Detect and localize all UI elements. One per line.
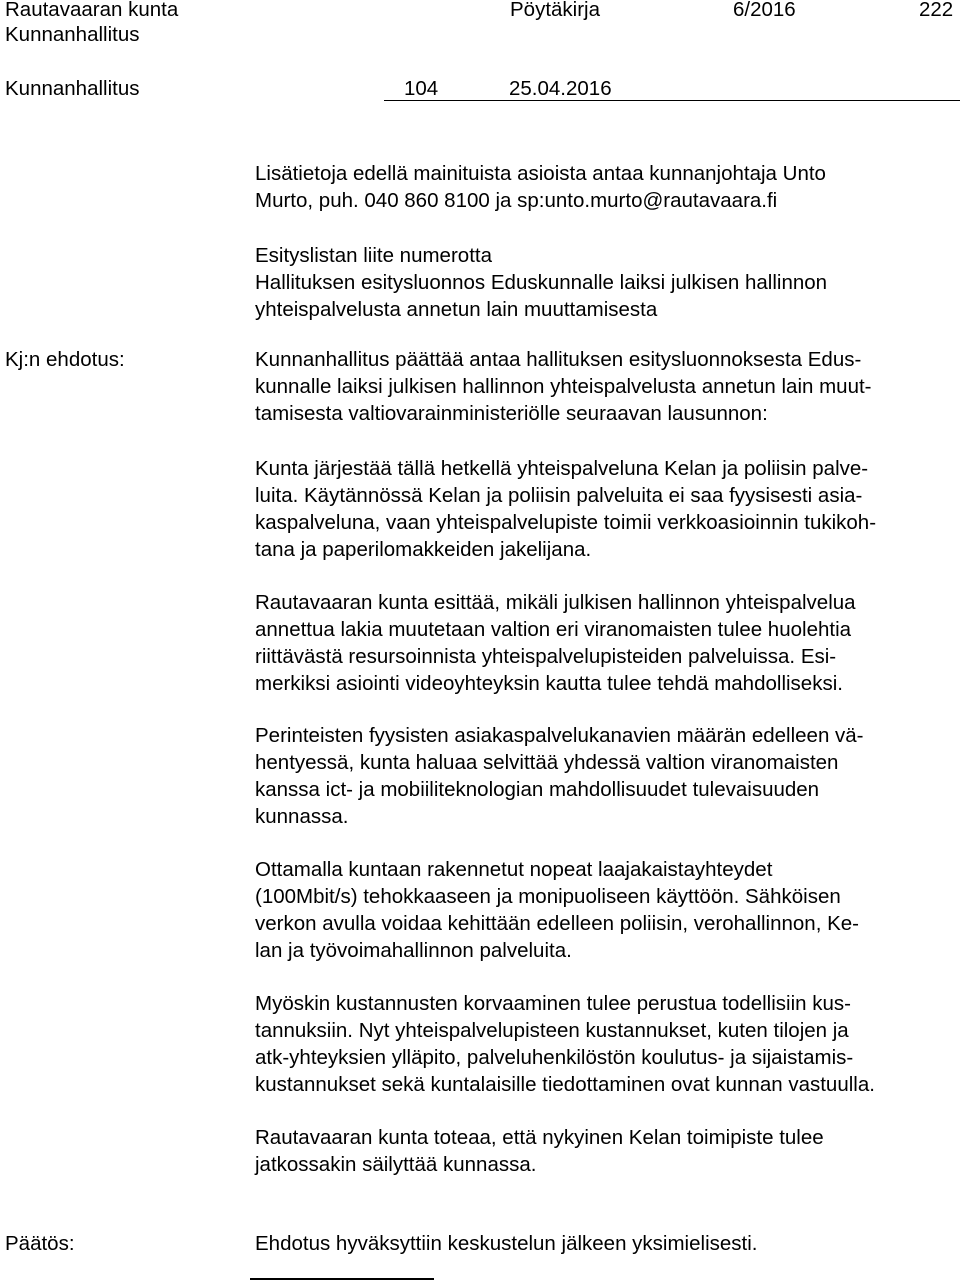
proposal-paragraph bbox=[255, 346, 955, 427]
proposal-paragraph bbox=[255, 455, 955, 563]
municipality-name: Rautavaaran kunta bbox=[5, 0, 179, 21]
paragraph-line: riittävästä resursoinnista yhteispalvelupisteiden palveluissa. Esi- bbox=[255, 645, 837, 668]
signature-rule bbox=[250, 1278, 434, 1280]
paragraph-line: tamisesta valtiovarainministeriölle seuraavan lausunnon: bbox=[255, 402, 768, 425]
paragraph-line: verkon avulla voidaa kehittään edelleen poliisin, verohallinnon, Ke- bbox=[255, 912, 859, 935]
paragraph-line: Ottamalla kuntaan rakennetut nopeat laajakaistayhteydet bbox=[255, 858, 773, 881]
paragraph-line: merkiksi asiointi videoyhteyksin kautta tulee tehdä mahdolliseksi. bbox=[255, 672, 843, 695]
decision-label: Päätös: bbox=[5, 1232, 75, 1255]
meeting-date: 25.04.2016 bbox=[509, 77, 612, 100]
decision-text: Ehdotus hyväksyttiin keskustelun jälkeen yksimielisesti. bbox=[255, 1232, 758, 1255]
issue-number: 6/2016 bbox=[733, 0, 796, 21]
section-underline bbox=[384, 100, 960, 101]
proposal-paragraph bbox=[255, 856, 955, 964]
section-organ: Kunnanhallitus bbox=[5, 77, 140, 100]
proposal-paragraph bbox=[255, 589, 955, 697]
paragraph-line: annettua lakia muutetaan valtion eri viranomaisten tulee huolehtia bbox=[255, 618, 852, 641]
info-line: Murto, puh. 040 860 8100 ja sp:unto.murto@rautavaara.fi bbox=[255, 189, 778, 212]
proposal-paragraph bbox=[255, 990, 955, 1098]
organ-name: Kunnanhallitus bbox=[5, 23, 140, 46]
section-number: 104 bbox=[404, 77, 439, 100]
info-block bbox=[255, 160, 955, 214]
attachment-line: Hallituksen esitysluonnos Eduskunnalle laiksi julkisen hallinnon bbox=[255, 271, 828, 294]
paragraph-line: Kunta järjestää tällä hetkellä yhteispalveluna Kelan ja poliisin palve- bbox=[255, 457, 869, 480]
paragraph-line: kustannukset sekä kuntalaisille tiedottaminen ovat kunnan vastuulla. bbox=[255, 1073, 875, 1096]
info-line: Lisätietoja edellä mainituista asioista antaa kunnanjohtaja Unto bbox=[255, 162, 826, 185]
paragraph-line: Myöskin kustannusten korvaaminen tulee perustua todellisiin kus- bbox=[255, 992, 851, 1015]
paragraph-line: Rautavaaran kunta esittää, mikäli julkisen hallinnon yhteispalvelua bbox=[255, 591, 856, 614]
paragraph-line: jatkossakin säilyttää kunnassa. bbox=[255, 1153, 537, 1176]
paragraph-line: kunnassa. bbox=[255, 805, 349, 828]
paragraph-line: kaspalveluna, vaan yhteispalvelupiste toimii verkkoasioinnin tukikoh- bbox=[255, 511, 877, 534]
paragraph-line: kanssa ict- ja mobiiliteknologian mahdollisuudet tulevaisuuden bbox=[255, 778, 820, 801]
paragraph-line: lan ja työvoimahallinnon palveluita. bbox=[255, 939, 572, 962]
proposal-paragraph bbox=[255, 722, 955, 830]
paragraph-line: atk-yhteyksien ylläpito, palveluhenkilöstön koulutus- ja sijaistamis- bbox=[255, 1046, 854, 1069]
paragraph-line: Kunnanhallitus päättää antaa hallituksen esitysluonnoksesta Edus- bbox=[255, 348, 862, 371]
paragraph-line: luita. Käytännössä Kelan ja poliisin palveluita ei saa fyysisesti asia- bbox=[255, 484, 863, 507]
page-number: 222 bbox=[919, 0, 954, 21]
paragraph-line: (100Mbit/s) tehokkaaseen ja monipuoliseen käyttöön. Sähköisen bbox=[255, 885, 841, 908]
paragraph-line: kunnalle laiksi julkisen hallinnon yhteispalvelusta annetun lain muut- bbox=[255, 375, 872, 398]
attachment-line: Esityslistan liite numerotta bbox=[255, 244, 492, 267]
paragraph-line: hentyessä, kunta haluaa selvittää yhdessä valtion viranomaisten bbox=[255, 751, 839, 774]
proposal-label: Kj:n ehdotus: bbox=[5, 348, 125, 371]
paragraph-line: tannuksiin. Nyt yhteispalvelupisteen kustannukset, kuten tilojen ja bbox=[255, 1019, 849, 1042]
proposal-paragraph bbox=[255, 1124, 955, 1178]
paragraph-line: tana ja paperilomakkeiden jakelijana. bbox=[255, 538, 592, 561]
attachment-block bbox=[255, 242, 955, 323]
paragraph-line: Rautavaaran kunta toteaa, että nykyinen Kelan toimipiste tulee bbox=[255, 1126, 824, 1149]
paragraph-line: Perinteisten fyysisten asiakaspalvelukanavien määrän edelleen vä- bbox=[255, 724, 864, 747]
document-type: Pöytäkirja bbox=[510, 0, 601, 21]
attachment-line: yhteispalvelusta annetun lain muuttamisesta bbox=[255, 298, 658, 321]
